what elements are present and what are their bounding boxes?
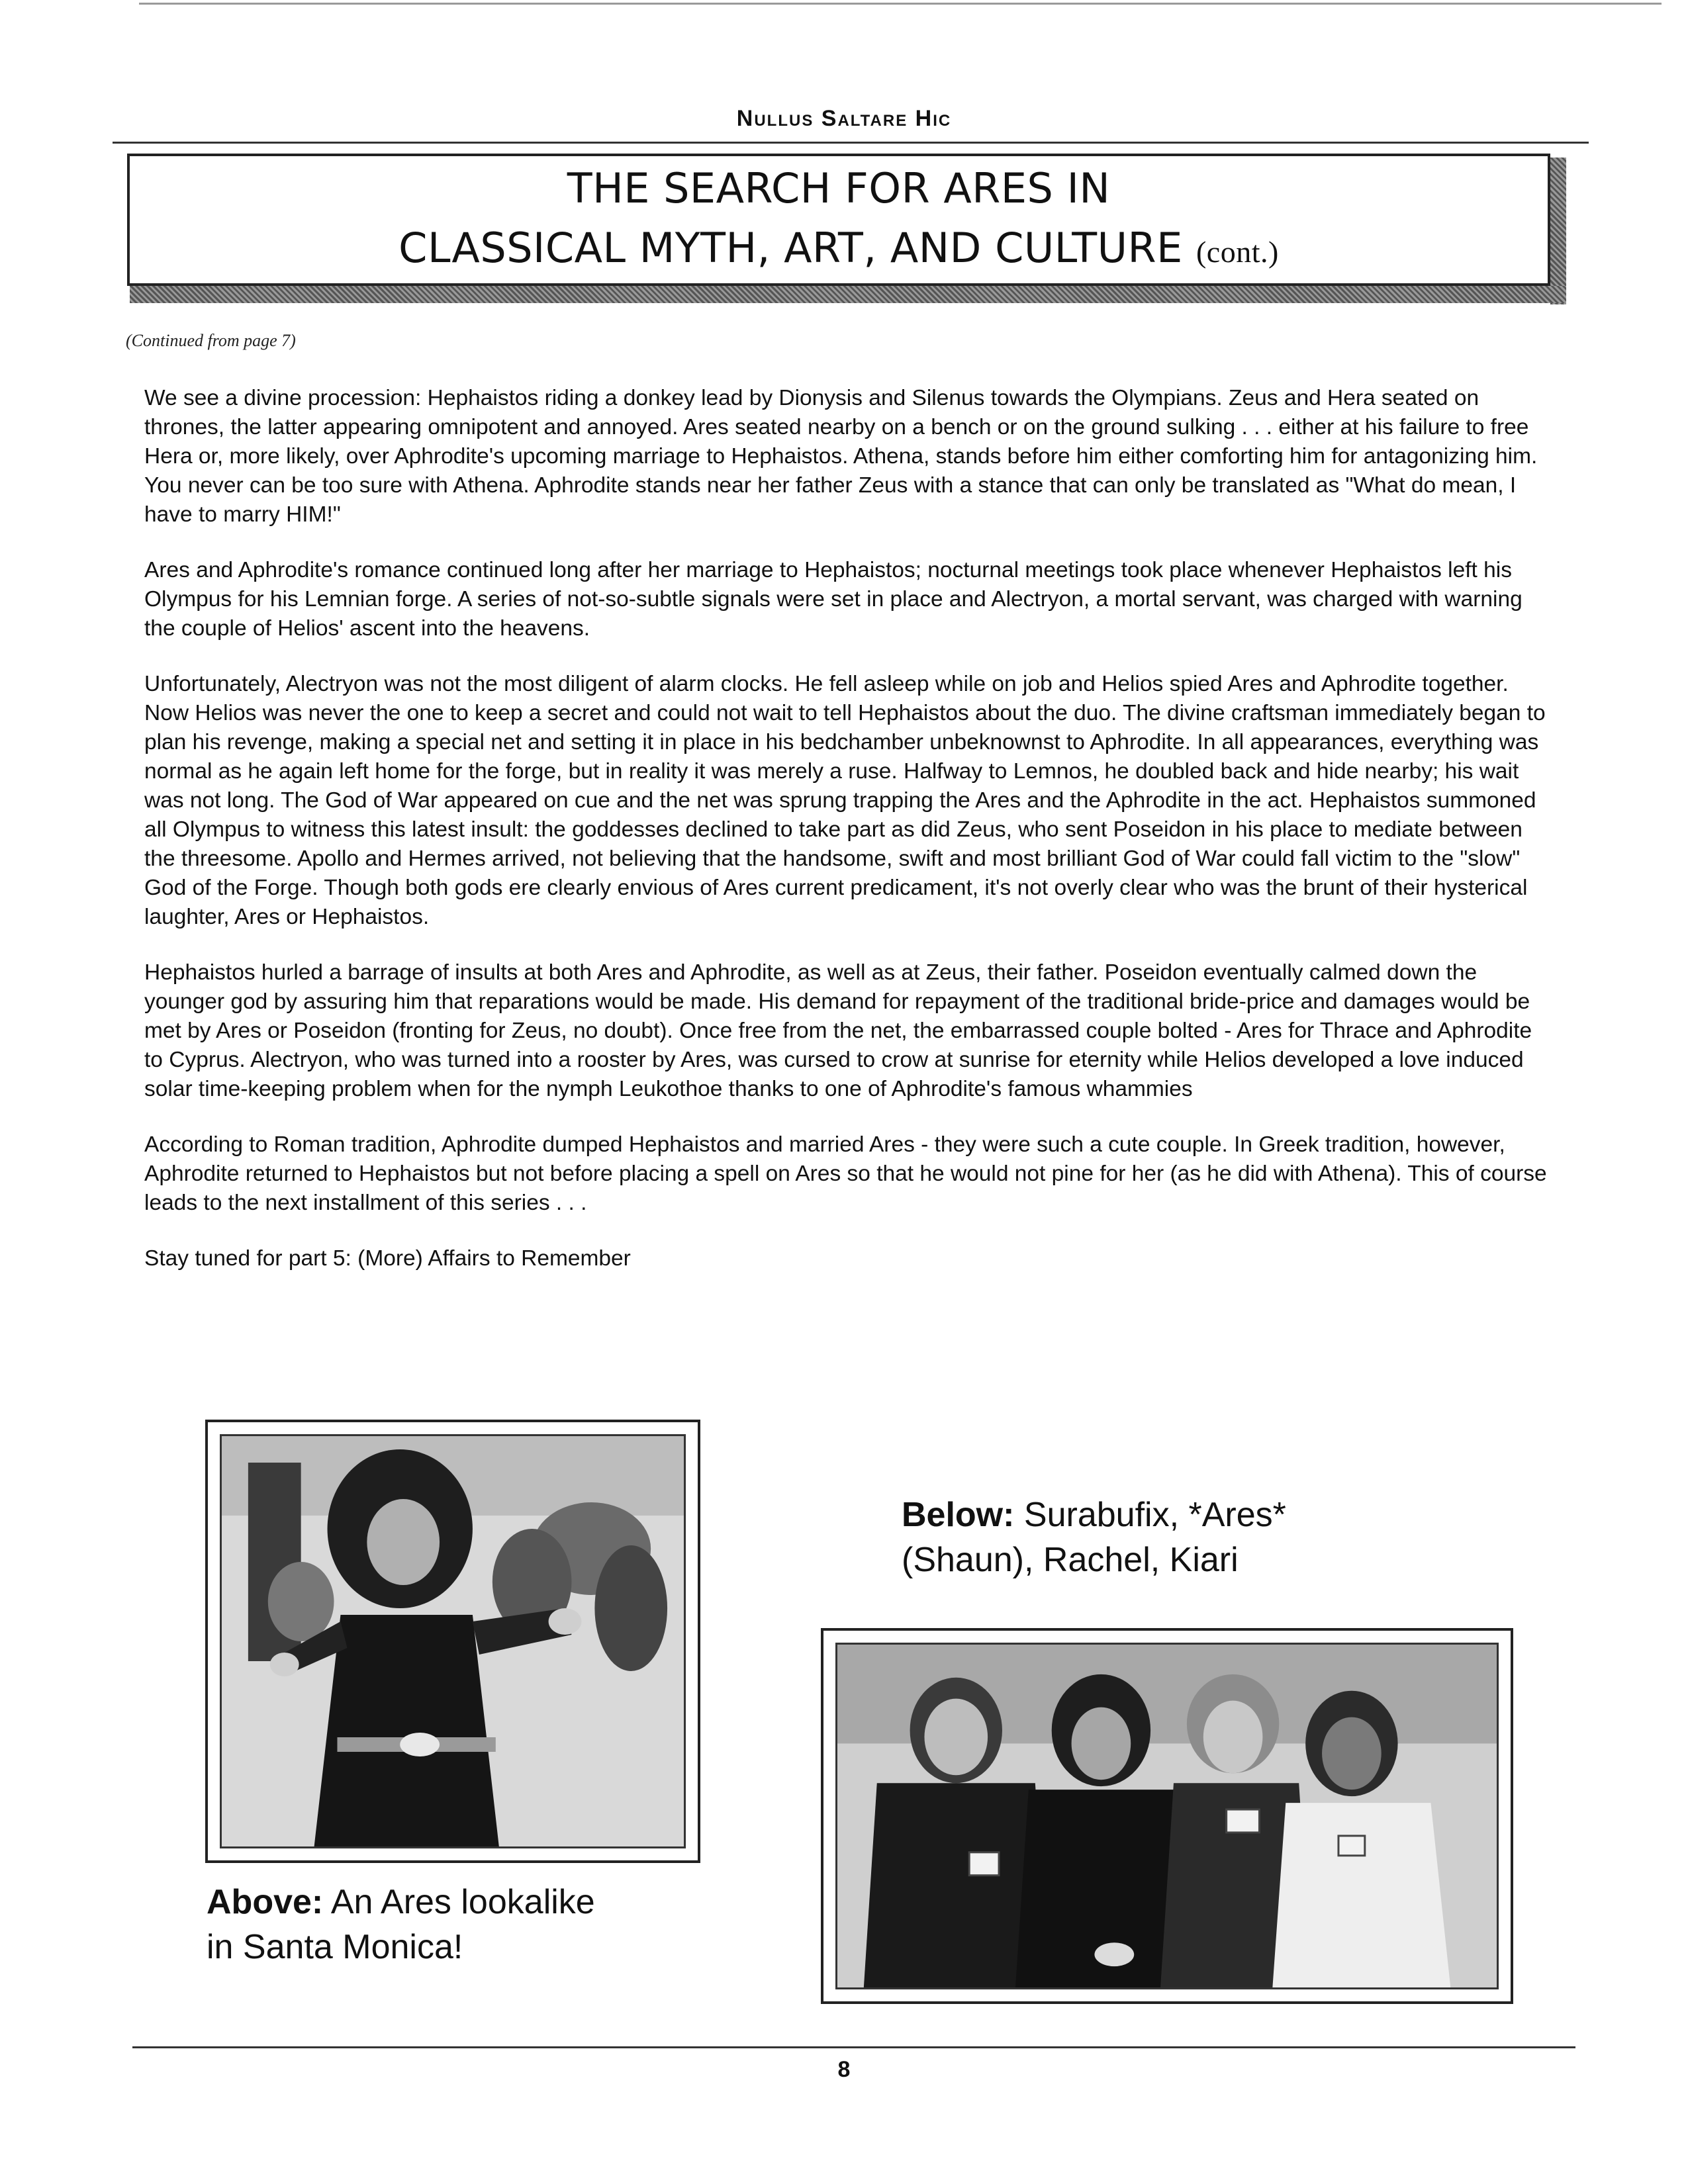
right-caption-line-1: Surabufix, *Ares* [1023, 1496, 1286, 1534]
article-body [144, 384, 1548, 1300]
photo-ares-lookalike-image [220, 1434, 686, 1848]
title-box-shadow-bottom [130, 286, 1566, 303]
running-head: Nullus Saltare Hic [736, 106, 952, 131]
left-caption-line-1: An Ares lookalike [330, 1883, 595, 1921]
photo-ares-lookalike-graphic [222, 1436, 684, 1846]
article-title-cont: (cont.) [1196, 235, 1279, 269]
article-title-line-2 [127, 224, 1550, 272]
footer-rule [132, 2046, 1575, 2048]
right-caption-label: Below: [902, 1496, 1015, 1534]
continued-from-note: (Continued from page 7) [126, 331, 296, 350]
page-number: 8 [837, 2057, 851, 2082]
article-paragraph: Ares and Aphrodite's romance continued long after her marriage to Hephaistos; nocturnal meetings took place whenever Hephaistos left his Olympus for his Lemnian forge. A series of not-so-subtle signals were set in place and Alectryon, a mortal servant, was charged with warning the couple of Helios' ascent into the heavens. [144, 558, 1523, 641]
photo-group [821, 1628, 1513, 2004]
article-title-main: CLASSICAL MYTH, ART, AND CULTURE [399, 224, 1183, 272]
article-paragraph: Hephaistos hurled a barrage of insults at both Ares and Aphrodite, as well as at Zeus, their father. Poseidon eventually calmed down the younger god by assuring him that reparations would be made. His demand for repayment of the traditional bride-price and damages would be met by Ares or Poseidon (fronting for Zeus, no doubt). Once free from the net, the embarrassed couple bolted - Ares for Thrace and Aphrodite to Cyprus. Alectryon, who was turned into a rooster by Ares, was cursed to crow at sunrise for eternity while Helios developed a love induced solar time-keeping problem when for the nymph Leukothoe thanks to one of Aphrodite's famous whammies [144, 960, 1532, 1101]
photo-ares-lookalike [205, 1420, 700, 1863]
right-caption-line-2: (Shaun), Rachel, Kiari [902, 1541, 1239, 1579]
article-title-line-1: THE SEARCH FOR ARES IN [567, 164, 1111, 212]
top-scan-line [139, 3, 1662, 5]
article-paragraph: Stay tuned for part 5: (More) Affairs to Remember [144, 1246, 631, 1271]
left-caption-label: Above: [207, 1883, 324, 1921]
photo-group-image [835, 1643, 1499, 1989]
left-caption [207, 1880, 595, 1970]
left-caption-line-2: in Santa Monica! [207, 1928, 463, 1966]
article-paragraph: Unfortunately, Alectryon was not the most diligent of alarm clocks. He fell asleep while on job and Helios spied Ares and Aphrodite together. Now Helios was never the one to keep a secret and could not wait to tell Hephaistos about the duo. The divine craftsman immediately began to plan his revenge, making a special net and setting it in place in his bedchamber unbeknownst to Aphrodite. In all appearances, everything was normal as he again left home for the forge, but in reality it was merely a ruse. Halfway to Lemnos, he doubled back and hide nearby; his wait was not long. The God of War appeared on cue and the net was sprung trapping the Ares and the Aphrodite in the act. Hephaistos summoned all Olympus to witness this latest insult: the goddesses declined to take part as did Zeus, who sent Poseidon in his place to mediate between the threesome. Apollo and Hermes arrived, not believing that the handsome, swift and most brilliant God of War could fall victim to the "slow" God of the Forge. Though both gods ere clearly envious of Ares current predicament, it's not overly clear who was the brunt of their hysterical laughter, Ares or Hephaistos. [144, 672, 1546, 929]
article-paragraph: According to Roman tradition, Aphrodite dumped Hephaistos and married Ares - they were such a cute couple. In Greek tradition, however, Aphrodite returned to Hephaistos but not before placing a spell on Ares so that he would not pine for her (as he did with Athena). This of course leads to the next installment of this series . . . [144, 1132, 1547, 1215]
article-paragraph: We see a divine procession: Hephaistos riding a donkey lead by Dionysis and Silenus towards the Olympians. Zeus and Hera seated on thrones, the latter appearing omnipotent and annoyed. Ares seated nearby on a bench or on the ground sulking . . . either at his failure to free Hera or, more likely, over Aphrodite's upcoming marriage to Hephaistos. Athena, stands before him either comforting him for antagonizing him. You never can be too sure with Athena. Aphrodite stands near her father Zeus with a stance that can only be translated as "What do mean, I have to marry HIM!" [144, 386, 1538, 527]
title-box-shadow-right [1550, 158, 1566, 304]
right-caption [902, 1492, 1286, 1582]
header-rule [113, 142, 1589, 144]
photo-group-graphic [837, 1645, 1497, 1987]
